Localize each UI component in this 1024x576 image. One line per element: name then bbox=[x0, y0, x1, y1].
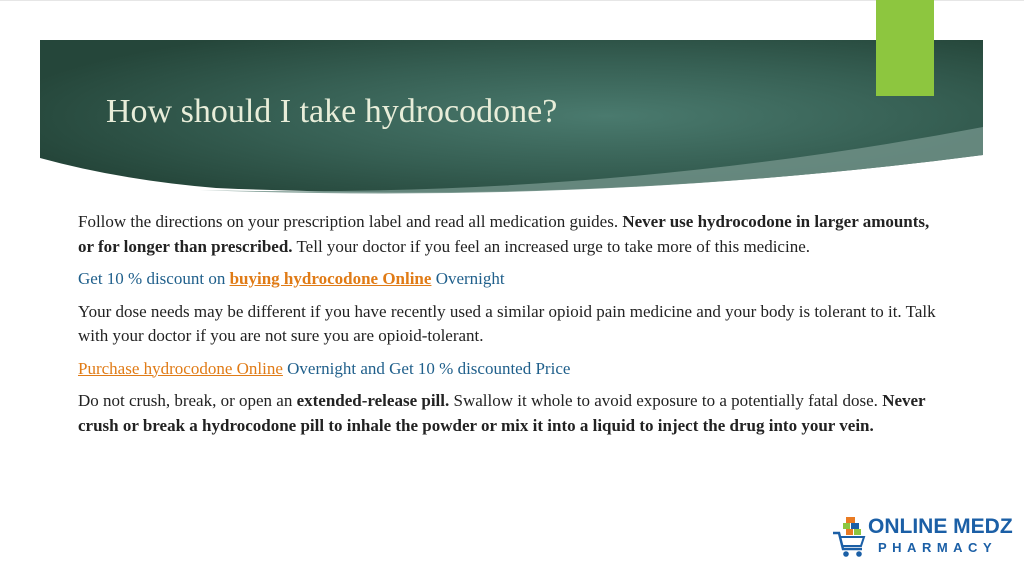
logo-wordmark: ONLINE MEDZ bbox=[868, 515, 1013, 538]
purchase-hydrocodone-link[interactable]: Purchase hydrocodone Online bbox=[78, 358, 283, 378]
accent-tab bbox=[876, 0, 934, 96]
paragraph-text: Your dose needs may be different if you have recently used a similar opioid pain medicine and your body is tolerant to it. Talk with your doctor if you are not sure you are opioid-tolerant. bbox=[78, 301, 936, 345]
pharmacy-logo bbox=[832, 512, 1012, 562]
promo-suffix: Overnight and Get 10 % discounted Price bbox=[282, 358, 571, 378]
paragraph-directions bbox=[78, 210, 938, 259]
buying-hydrocodone-link[interactable]: buying hydrocodone Online bbox=[229, 269, 432, 288]
slide-title: How should I take hydrocodone? bbox=[106, 93, 558, 130]
promo-line-1 bbox=[78, 267, 938, 292]
paragraph-text: Follow the directions on your prescription label and read all medication guides. bbox=[78, 212, 623, 231]
paragraph-emphasis: extended-release pill. bbox=[296, 391, 450, 410]
promo-prefix: Get 10 % discount on bbox=[78, 269, 230, 288]
paragraph-emphasis: Never crush or break a hydrocodone pill to inhale the powder or mix it into a liquid to inject the drug into your vein. bbox=[78, 391, 926, 435]
paragraph-text: Tell your doctor if you feel an increased urge to take more of this medicine. bbox=[292, 236, 811, 256]
promo-suffix: Overnight bbox=[431, 269, 505, 288]
paragraph-emphasis: Never use hydrocodone in larger amounts, or for longer than prescribed. bbox=[78, 212, 930, 256]
paragraph-dose bbox=[78, 300, 938, 349]
logo-subtitle: PHARMACY bbox=[878, 540, 998, 555]
promo-line-2 bbox=[78, 357, 938, 382]
paragraph-warning bbox=[78, 389, 938, 438]
slide-content bbox=[78, 210, 938, 446]
paragraph-text: Do not crush, break, or open an bbox=[78, 391, 297, 410]
shopping-cart-icon bbox=[832, 514, 868, 560]
paragraph-text: Swallow it whole to avoid exposure to a potentially fatal dose. bbox=[449, 391, 883, 410]
